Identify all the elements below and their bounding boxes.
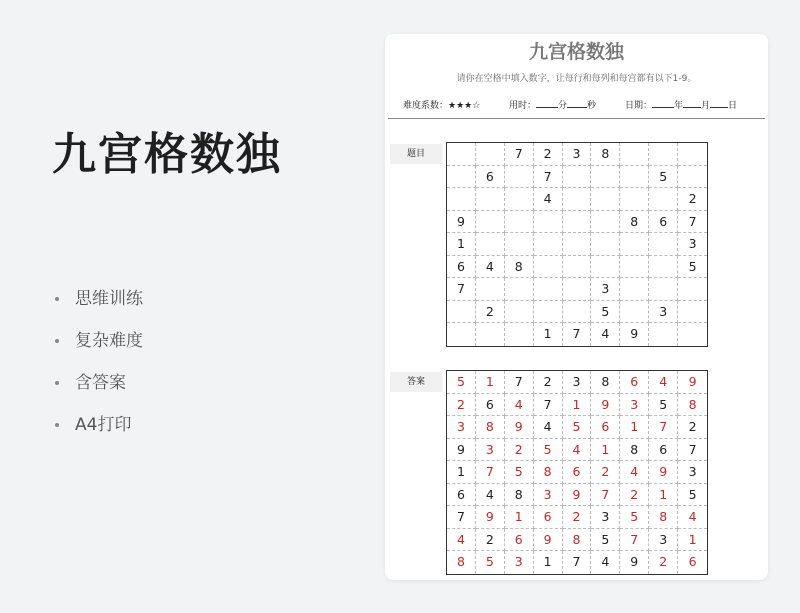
grid-cell	[447, 166, 476, 189]
grid-cell: 7	[649, 416, 678, 439]
grid-cell: 9	[534, 529, 563, 552]
grid-cell: 3	[447, 416, 476, 439]
grid-cell: 5	[649, 166, 678, 189]
time-label: 用时：	[509, 101, 537, 111]
grid-cell	[447, 143, 476, 166]
grid-cell	[534, 278, 563, 301]
grid-cell: 5	[447, 371, 476, 394]
grid-cell	[678, 301, 707, 324]
grid-cell: 7	[678, 211, 707, 234]
grid-cell	[620, 256, 649, 279]
grid-cell: 1	[476, 371, 505, 394]
feature-item: A4打印	[55, 408, 143, 450]
grid-cell: 8	[678, 394, 707, 417]
grid-cell: 5	[534, 439, 563, 462]
grid-cell: 8	[476, 416, 505, 439]
grid-cell: 6	[505, 529, 534, 552]
grid-cell: 8	[505, 256, 534, 279]
grid-cell: 5	[678, 484, 707, 507]
grid-cell	[620, 143, 649, 166]
grid-cell	[476, 278, 505, 301]
time-info	[509, 98, 596, 111]
grid-cell	[447, 188, 476, 211]
grid-cell: 9	[591, 394, 620, 417]
header-divider	[388, 118, 765, 119]
grid-cell	[563, 188, 592, 211]
second-unit: 秒	[587, 101, 597, 111]
grid-cell	[620, 166, 649, 189]
grid-cell	[505, 323, 534, 346]
grid-cell: 7	[591, 484, 620, 507]
grid-cell: 1	[678, 529, 707, 552]
grid-cell: 3	[505, 551, 534, 574]
year-blank	[652, 98, 674, 108]
grid-cell	[591, 256, 620, 279]
grid-cell	[563, 278, 592, 301]
grid-cell: 8	[591, 143, 620, 166]
grid-cell	[505, 278, 534, 301]
grid-cell	[505, 188, 534, 211]
answer-grid	[446, 370, 708, 575]
grid-cell	[678, 143, 707, 166]
grid-cell	[476, 188, 505, 211]
grid-cell	[620, 233, 649, 256]
grid-cell: 6	[649, 211, 678, 234]
month-unit: 月	[701, 101, 711, 111]
feature-item: 含答案	[55, 366, 143, 408]
grid-cell	[591, 211, 620, 234]
grid-cell: 6	[688, 554, 697, 569]
feature-list	[55, 282, 143, 450]
date-info	[625, 98, 737, 111]
grid-cell: 4	[591, 551, 620, 574]
puzzle-label: 题目	[390, 144, 442, 164]
minute-blank	[536, 98, 558, 108]
grid-cell: 6	[534, 506, 563, 529]
grid-cell	[534, 301, 563, 324]
sheet-title: 九宫格数独	[528, 41, 624, 63]
grid-cell	[505, 211, 534, 234]
answer-label: 答案	[390, 372, 442, 392]
feature-item: 思维训练	[55, 282, 143, 324]
grid-cell	[678, 278, 707, 301]
grid-cell: 7	[505, 143, 534, 166]
grid-cell: 6	[447, 484, 476, 507]
grid-cell	[678, 323, 707, 346]
grid-cell: 9	[505, 416, 534, 439]
grid-cell: 2	[534, 143, 563, 166]
grid-cell: 6	[620, 371, 649, 394]
grid-cell	[678, 166, 707, 189]
puzzle-grid	[446, 142, 708, 347]
year-unit: 年	[674, 101, 684, 111]
grid-cell: 1	[447, 461, 476, 484]
grid-cell: 2	[476, 529, 505, 552]
grid-cell: 7	[563, 323, 592, 346]
grid-cell	[620, 301, 649, 324]
grid-cell: 9	[447, 439, 476, 462]
grid-cell: 2	[678, 188, 707, 211]
grid-cell: 3	[649, 529, 678, 552]
grid-cell: 4	[447, 529, 476, 552]
grid-cell: 1	[505, 506, 534, 529]
grid-cell: 3	[649, 301, 678, 324]
grid-cell: 3	[534, 484, 563, 507]
grid-cell	[505, 301, 534, 324]
grid-cell	[649, 256, 678, 279]
grid-cell	[534, 211, 563, 234]
grid-cell	[534, 233, 563, 256]
grid-cell: 3	[563, 371, 592, 394]
grid-cell: 7	[534, 166, 563, 189]
grid-cell: 5	[591, 529, 620, 552]
grid-cell	[591, 166, 620, 189]
grid-cell: 6	[476, 394, 505, 417]
grid-cell: 8	[563, 529, 592, 552]
difficulty-stars: ★★★☆	[448, 101, 481, 111]
grid-cell: 7	[447, 506, 476, 529]
grid-cell: 4	[476, 484, 505, 507]
grid-cell	[447, 301, 476, 324]
grid-cell	[563, 256, 592, 279]
grid-cell: 9	[678, 371, 707, 394]
day-blank	[710, 98, 728, 108]
grid-cell: 2	[447, 394, 476, 417]
grid-cell	[591, 188, 620, 211]
grid-cell: 4	[505, 394, 534, 417]
sheet-instruction: 请你在空格中填入数字，让每行和每列和每宫都有以下1-9。	[456, 74, 697, 84]
grid-cell: 7	[505, 371, 534, 394]
grid-cell: 3	[563, 143, 592, 166]
grid-cell: 4	[678, 506, 707, 529]
grid-cell	[476, 323, 505, 346]
grid-cell	[649, 143, 678, 166]
grid-cell: 8	[620, 439, 649, 462]
grid-cell	[534, 256, 563, 279]
grid-cell	[591, 233, 620, 256]
grid-cell: 5	[591, 301, 620, 324]
grid-cell: 2	[678, 416, 707, 439]
grid-cell: 4	[591, 323, 620, 346]
grid-cell: 1	[620, 416, 649, 439]
grid-cell	[649, 278, 678, 301]
grid-cell: 5	[563, 416, 592, 439]
grid-cell: 9	[563, 484, 592, 507]
grid-cell: 9	[620, 323, 649, 346]
grid-cell: 7	[447, 278, 476, 301]
grid-cell: 3	[591, 506, 620, 529]
grid-cell: 1	[534, 323, 563, 346]
grid-cell	[563, 301, 592, 324]
grid-cell: 1	[563, 394, 592, 417]
grid-cell: 3	[678, 233, 707, 256]
grid-cell: 7	[620, 529, 649, 552]
grid-cell	[563, 166, 592, 189]
month-blank	[683, 98, 701, 108]
grid-cell: 6	[476, 166, 505, 189]
grid-cell: 4	[563, 439, 592, 462]
grid-cell: 9	[476, 506, 505, 529]
grid-cell: 2	[505, 439, 534, 462]
grid-cell: 1	[534, 551, 563, 574]
grid-cell: 8	[534, 461, 563, 484]
feature-item: 复杂难度	[55, 324, 143, 366]
grid-cell: 5	[678, 256, 707, 279]
grid-cell: 2	[591, 461, 620, 484]
difficulty-info	[403, 98, 480, 111]
grid-cell: 1	[591, 439, 620, 462]
grid-cell	[476, 143, 505, 166]
worksheet-preview	[385, 34, 768, 580]
grid-cell	[620, 278, 649, 301]
grid-cell	[563, 233, 592, 256]
grid-cell: 7	[563, 551, 592, 574]
grid-cell: 4	[620, 461, 649, 484]
grid-cell	[649, 323, 678, 346]
grid-cell: 6	[563, 461, 592, 484]
date-label: 日期：	[625, 101, 653, 111]
grid-cell: 1	[447, 233, 476, 256]
grid-cell: 3	[678, 461, 707, 484]
grid-cell: 8	[447, 551, 476, 574]
grid-cell: 3	[620, 394, 649, 417]
grid-cell	[620, 188, 649, 211]
grid-cell: 4	[534, 416, 563, 439]
grid-cell: 3	[591, 278, 620, 301]
grid-cell: 2	[534, 371, 563, 394]
grid-cell: 7	[678, 439, 707, 462]
grid-cell: 5	[505, 461, 534, 484]
grid-cell: 2	[620, 484, 649, 507]
grid-cell: 9	[649, 461, 678, 484]
grid-cell	[505, 166, 534, 189]
grid-cell: 6	[591, 416, 620, 439]
grid-cell: 8	[505, 484, 534, 507]
grid-cell: 9	[447, 211, 476, 234]
day-unit: 日	[728, 101, 738, 111]
grid-cell	[649, 188, 678, 211]
grid-cell: 4	[476, 256, 505, 279]
grid-cell	[476, 233, 505, 256]
minute-unit: 分	[558, 101, 568, 111]
grid-cell: 9	[620, 551, 649, 574]
grid-cell: 3	[476, 439, 505, 462]
difficulty-label: 难度系数：	[403, 101, 449, 111]
grid-cell	[505, 233, 534, 256]
grid-cell	[563, 211, 592, 234]
grid-cell: 8	[620, 211, 649, 234]
grid-cell	[649, 233, 678, 256]
grid-cell: 6	[649, 439, 678, 462]
grid-cell: 2	[476, 301, 505, 324]
second-blank	[567, 98, 587, 108]
grid-cell: 5	[476, 551, 505, 574]
grid-cell: 7	[534, 394, 563, 417]
grid-cell: 6	[447, 256, 476, 279]
grid-cell: 8	[649, 506, 678, 529]
grid-cell: 4	[534, 188, 563, 211]
grid-cell	[476, 211, 505, 234]
grid-cell: 7	[476, 461, 505, 484]
grid-cell: 5	[620, 506, 649, 529]
grid-cell: 8	[591, 371, 620, 394]
grid-cell	[447, 323, 476, 346]
grid-cell: 4	[649, 371, 678, 394]
grid-cell: 2	[563, 506, 592, 529]
grid-cell: 1	[649, 484, 678, 507]
grid-cell: 5	[649, 394, 678, 417]
main-title: 九宫格数独	[52, 129, 282, 180]
grid-cell: 2	[649, 551, 678, 574]
